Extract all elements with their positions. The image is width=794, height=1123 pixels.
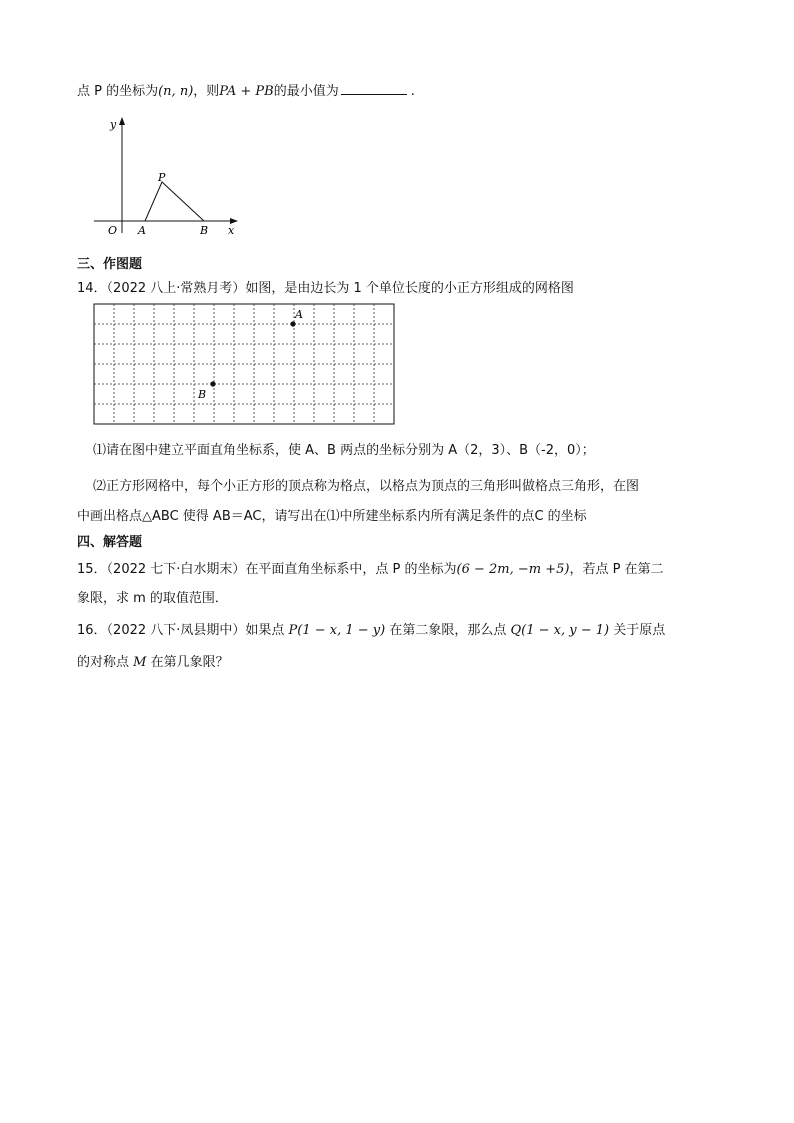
q16-line2 xyxy=(77,654,229,672)
q16-point-m: M xyxy=(133,655,147,670)
q15-coord: (6 − 2m, −m +5) xyxy=(456,562,570,577)
q15-line2: 象限，求 m 的取值范围． xyxy=(77,591,228,606)
q15-prefix: 15．（2022 七下·白水期末）在平面直角坐标系中，点 P 的坐标为 xyxy=(77,562,457,577)
origin-label: O xyxy=(108,224,118,237)
q16-point-q: Q(1 − x, y − 1) xyxy=(510,623,610,638)
q16-line1 xyxy=(77,622,665,640)
q16-line2-suffix: 在第几象限？ xyxy=(146,655,229,670)
q13-suffix: 的最小值为 xyxy=(273,84,339,99)
grid-point-b-label: B xyxy=(198,388,207,401)
q14-part1: ⑴请在图中建立平面直角坐标系，使 A、B 两点的坐标分别为 A（2，3）、B（-2，0）； xyxy=(93,443,595,458)
section-3-title: 三、作图题 xyxy=(77,257,143,272)
q13-expr: PA + PB xyxy=(219,84,274,99)
answer-blank[interactable] xyxy=(341,82,407,95)
q13-line xyxy=(77,82,415,101)
x-axis-label: x xyxy=(228,224,235,237)
q16-suffix: 关于原点 xyxy=(609,623,666,638)
grid-point-b xyxy=(210,381,215,386)
q15-line1 xyxy=(77,561,664,579)
triangle-pab xyxy=(145,182,204,221)
point-p-label: P xyxy=(158,171,166,184)
q14-part2-line1: ⑵正方形网格中，每个小正方形的顶点称为格点，以格点为顶点的三角形叫做格点三角形，在图 xyxy=(93,479,640,494)
q13-end: . xyxy=(410,84,415,99)
y-axis-arrow xyxy=(119,117,125,125)
q14-grid xyxy=(93,302,395,428)
grid-point-a xyxy=(290,321,295,326)
q15-suffix: ，若点 P 在第二 xyxy=(569,562,664,577)
q13-prefix: 点 P 的坐标为 xyxy=(77,84,159,99)
grid-point-a-label: A xyxy=(295,308,303,321)
q13-coord: (n, n) xyxy=(158,84,194,99)
q16-mid: 在第二象限，那么点 xyxy=(385,623,511,638)
q16-point-p: P(1 − x, 1 − y) xyxy=(288,623,386,638)
q16-prefix: 16．（2022 八下·凤县期中）如果点 xyxy=(77,623,289,638)
coordinate-figure xyxy=(90,115,250,245)
point-b-label: B xyxy=(200,224,209,237)
q16-line2-prefix: 的对称点 xyxy=(77,655,134,670)
q14-stem: 14．（2022 八上·常熟月考）如图，是由边长为 1 个单位长度的小正方形组成的网格图 xyxy=(77,281,574,296)
q13-mid: ，则 xyxy=(193,84,220,99)
point-a-label: A xyxy=(138,224,146,237)
y-axis-label: y xyxy=(110,118,117,131)
section-4-title: 四、解答题 xyxy=(77,535,143,550)
q14-part2-line2: 中画出格点△ABC 使得 AB＝AC，请写出在⑴中所建坐标系内所有满足条件的点C 的坐标 xyxy=(77,509,587,524)
